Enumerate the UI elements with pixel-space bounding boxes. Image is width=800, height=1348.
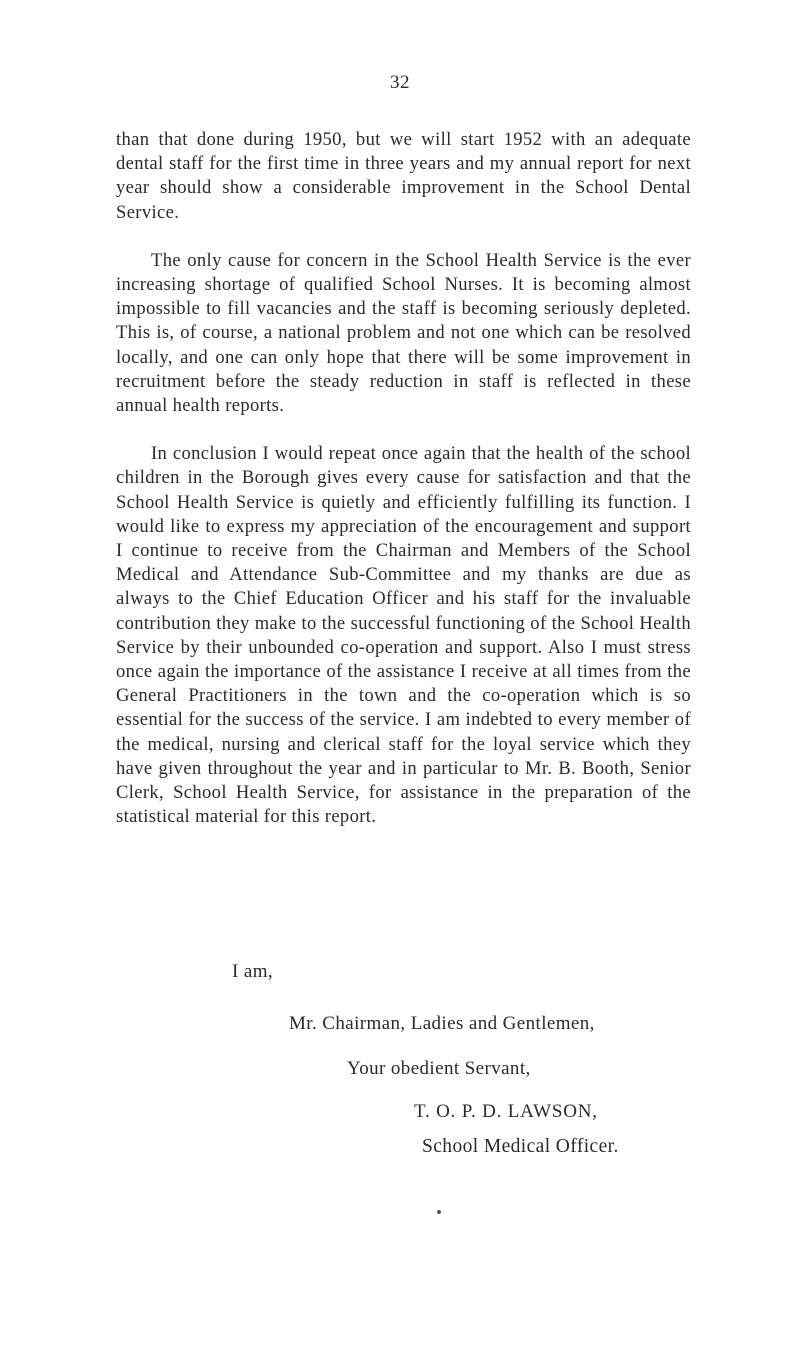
page-number: 32 [390,72,410,93]
signatory-name: T. O. P. D. LAWSON, [414,1101,598,1122]
closing-address: Mr. Chairman, Ladies and Gentlemen, [289,1013,595,1034]
paragraph-dental-service: than that done during 1950, but we will start 1952 with an adequate dental staff for the first time in three years and my annual report for next year should show a considerable improvement in the School Dental Service. [116,129,691,223]
letter-body [116,128,691,853]
closing-salutation: I am, [232,961,274,982]
paragraph-conclusion: In conclusion I would repeat once again that the health of the school children in the Borough gives every cause for satisfaction and that the School Health Service is quietly and efficiently fulfilling its function. I would like to express my appreciation of the encouragement and support I continue to receive from the Chairman and Members of the School Medical and Attendance Sub-Committee and my thanks are due as always to the Chief Education Officer and his staff for the invaluable contribution they make to the successful functioning of the School Health Service by their unbounded co-operation and support. Also I must stress once again the importance of the assistance I receive at all times from the General Practitioners in the town and the co-operation which is so essential for the success of the service. I am indebted to every member of the medical, nursing and clerical staff for the loyal service which they have given throughout the year and in particular to Mr. B. Booth, Senior Clerk, School Health Service, for assistance in the preparation of the statistical material for this report. [116,443,691,828]
signatory-title: School Medical Officer. [422,1136,619,1157]
ink-speck [437,1210,441,1214]
closing-valediction: Your obedient Servant, [347,1058,531,1079]
paragraph-nurse-shortage: The only cause for concern in the School Health Service is the ever increasing shortage of qualified School Nurses. It is becoming almost impossible to fill vacancies and the staff is becoming seriously depleted. This is, of course, a national problem and not one which can be resolved locally, and one can only hope that there will be some improvement in recruitment before the steady reduction in staff is reflected in these annual health reports. [116,249,691,417]
